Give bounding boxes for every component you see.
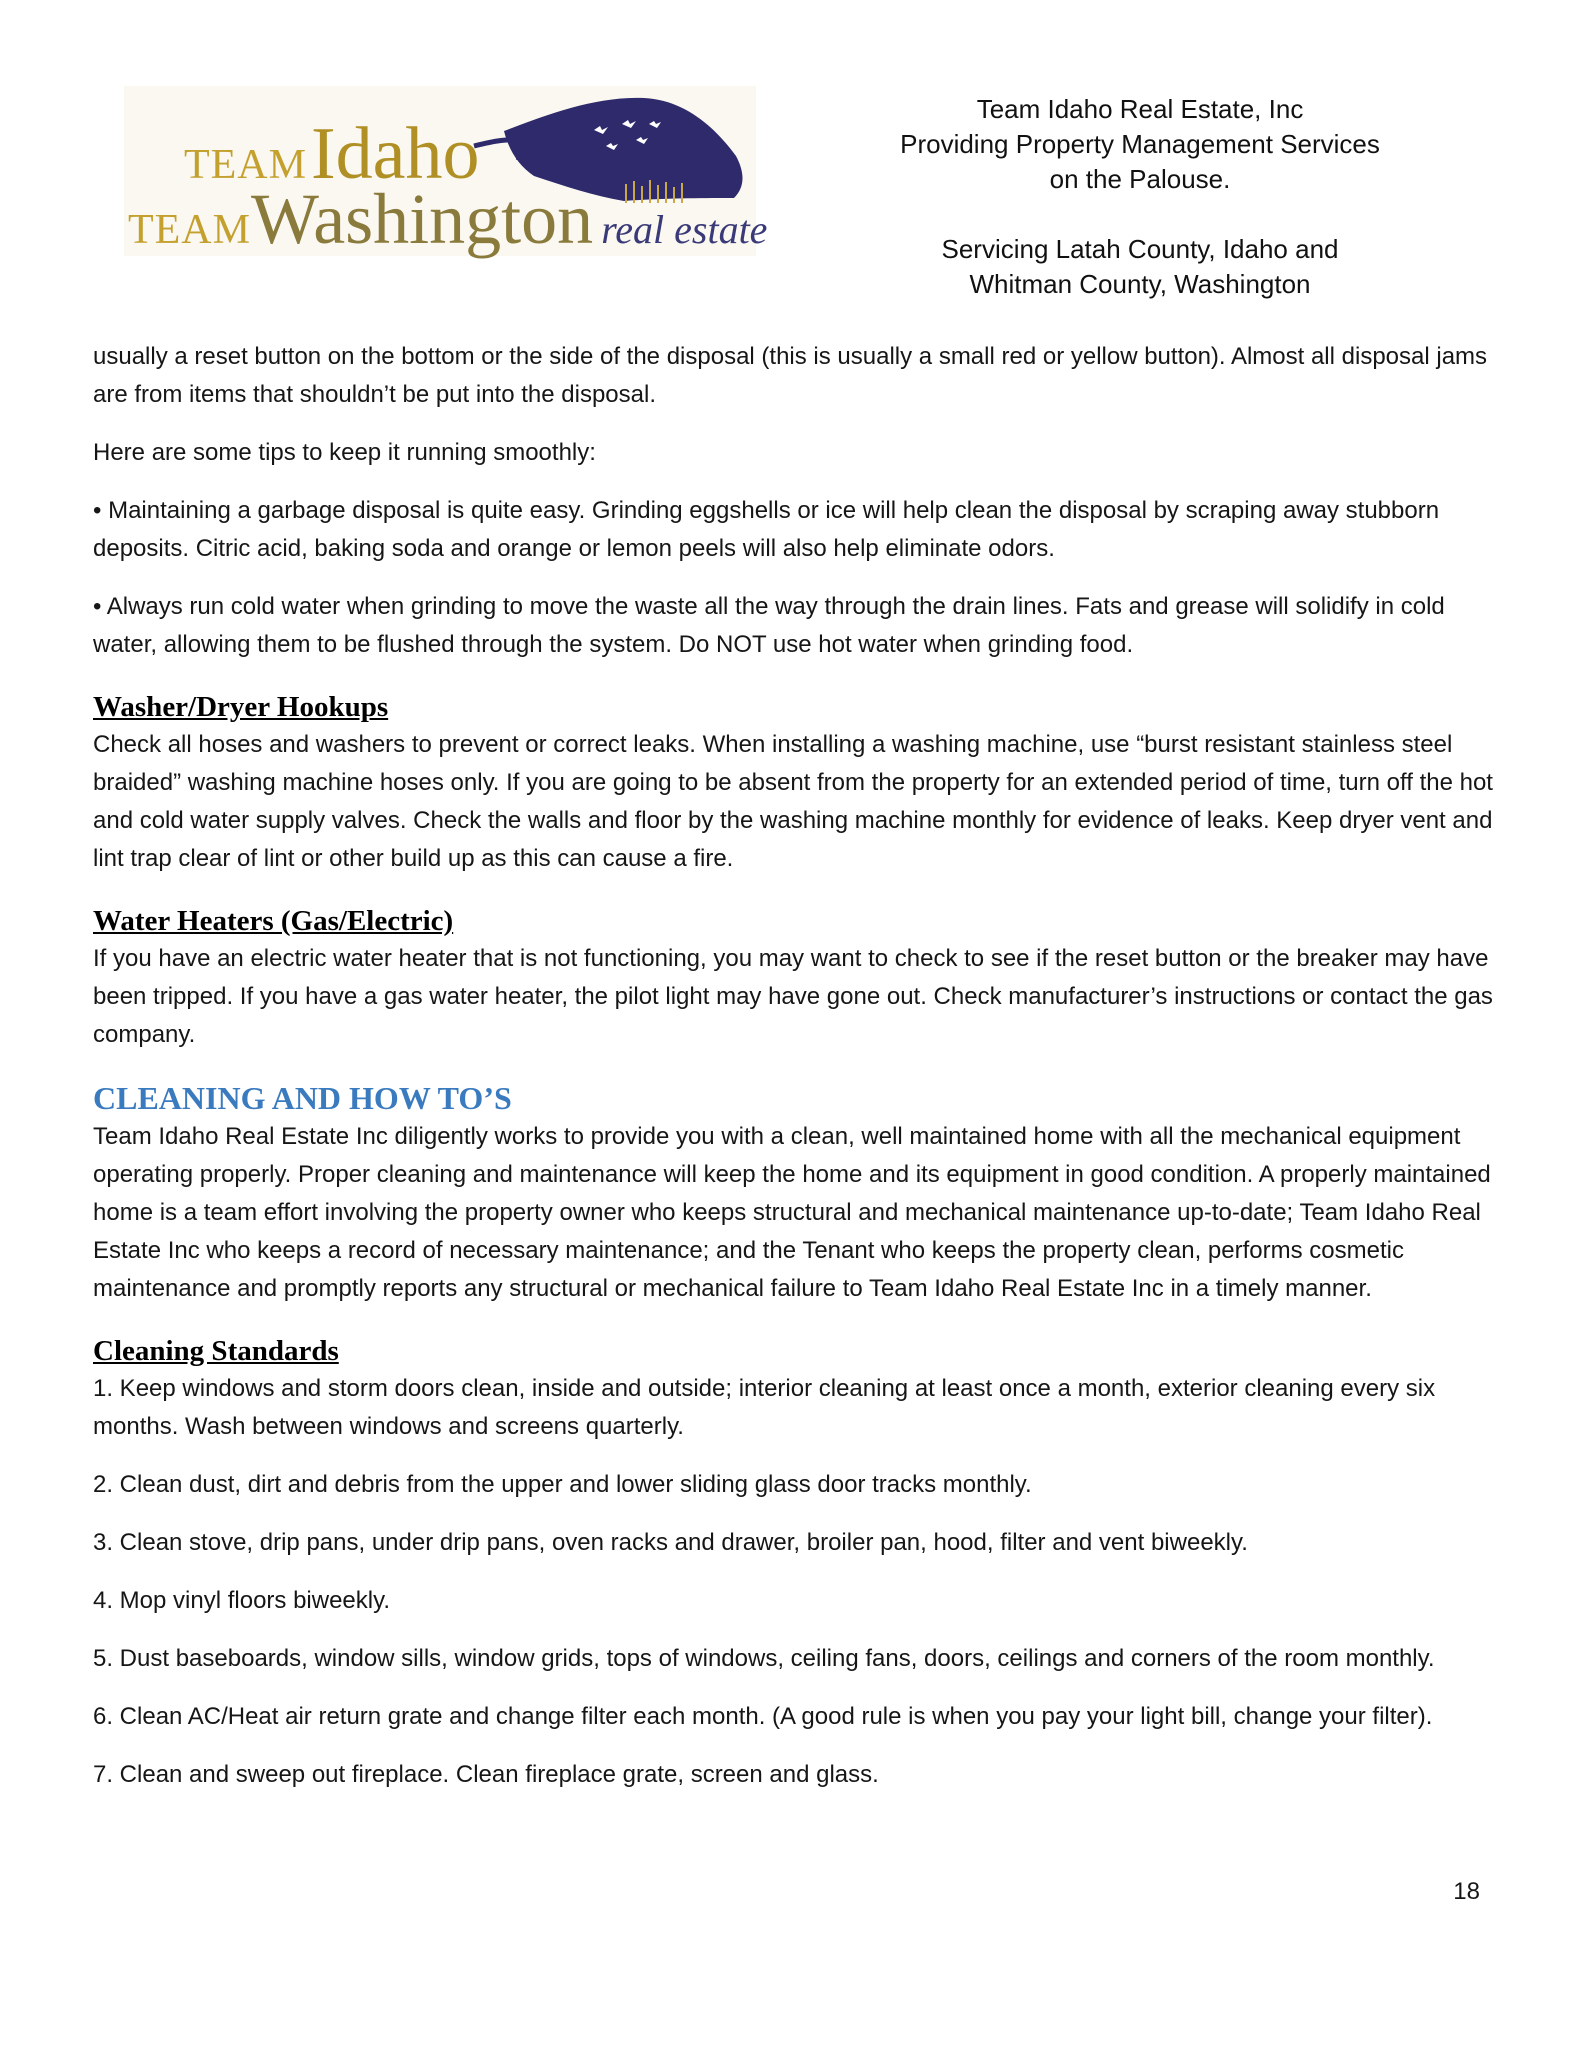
logo-team-word: TEAM xyxy=(128,207,251,253)
standard-item: 2. Clean dust, dirt and debris from the upper and lower sliding glass door tracks monthly. xyxy=(93,1471,1032,1498)
logo-team-word: TEAM xyxy=(184,142,307,188)
standard-item: 7. Clean and sweep out fireplace. Clean fireplace grate, screen and glass. xyxy=(93,1761,879,1788)
paragraph-washer-dryer: Check all hoses and washers to prevent or correct leaks. When installing a washing machine, use “burst resistant stainless steel braided” washing machine hoses only. If you are going to be absent from the property for an extended period of time, turn off the hot and cold water supply valves. Check the walls and floor by the washing machine monthly for evidence of leaks. Keep dryer vent and lint trap clear of lint or other build up as this can cause a fire. xyxy=(93,731,1493,872)
heading-cleaning-standards: Cleaning Standards xyxy=(93,1335,339,1367)
standard-item: 6. Clean AC/Heat air return grate and change filter each month. (A good rule is when you pay your light bill, change your filter). xyxy=(93,1703,1433,1730)
company-line: Servicing Latah County, Idaho and xyxy=(941,234,1339,264)
heading-cleaning-section: CLEANING AND HOW TO’S xyxy=(93,1080,512,1116)
heading-washer-dryer: Washer/Dryer Hookups xyxy=(93,691,389,723)
logo-line-team-washington xyxy=(128,178,767,261)
page-number: 18 xyxy=(1453,1878,1480,1905)
logo-idaho-word: Idaho xyxy=(311,113,480,195)
company-line: Providing Property Management Services xyxy=(900,129,1380,159)
logo-washington-word: Washington xyxy=(251,179,594,259)
standard-item: 3. Clean stove, drip pans, under drip pans, oven racks and drawer, broiler pan, hood, filter and vent biweekly. xyxy=(93,1529,1248,1556)
standard-item: 5. Dust baseboards, window sills, window grids, tops of windows, ceiling fans, doors, ceilings and corners of the room monthly. xyxy=(93,1645,1435,1672)
spacer xyxy=(880,197,1400,232)
standard-item: 4. Mop vinyl floors biweekly. xyxy=(93,1587,390,1614)
company-logo xyxy=(124,86,768,259)
paragraph-cleaning-intro: Team Idaho Real Estate Inc diligently works to provide you with a clean, well maintained home with all the mechanical equipment operating properly. Proper cleaning and maintenance will keep the home and its equipment in good condition. A properly maintained home is a team effort involving the property owner who keeps structural and mechanical maintenance up-to-date; Team Idaho Real Estate Inc who keeps a record of necessary maintenance; and the Tenant who keeps the property clean, performs cosmetic maintenance and promptly reports any structural or mechanical failure to Team Idaho Real Estate Inc in a timely manner. xyxy=(93,1123,1491,1302)
document-body xyxy=(93,338,1493,1814)
heading-water-heaters: Water Heaters (Gas/Electric) xyxy=(93,905,454,937)
standard-item: 1. Keep windows and storm doors clean, inside and outside; interior cleaning at least once a month, exterior cleaning every six months. Wash between windows and screens quarterly. xyxy=(93,1375,1436,1440)
paragraph-tips-intro: Here are some tips to keep it running smoothly: xyxy=(93,439,596,466)
company-line: Whitman County, Washington xyxy=(969,269,1311,299)
paragraph-disposal-reset: usually a reset button on the bottom or the side of the disposal (this is usually a small red or yellow button). Almost all disposal jams are from items that shouldn’t be put into the disposal. xyxy=(93,343,1488,408)
logo-real-estate-word: real estate xyxy=(601,207,768,252)
company-line: Team Idaho Real Estate, Inc xyxy=(976,94,1304,124)
paragraph-tip-maintaining: • Maintaining a garbage disposal is quite easy. Grinding eggshells or ice will help clean the disposal by scraping away stubborn deposits. Citric acid, baking soda and orange or lemon peels will also help eliminate odors. xyxy=(93,497,1440,562)
paragraph-water-heaters: If you have an electric water heater that is not functioning, you may want to check to see if the reset button or the breaker may have been tripped. If you have a gas water heater, the pilot light may have gone out. Check manufacturer’s instructions or contact the gas company. xyxy=(93,945,1493,1048)
company-info xyxy=(880,92,1400,302)
paragraph-tip-cold-water: • Always run cold water when grinding to move the waste all the way through the drain lines. Fats and grease will solidify in cold water, allowing them to be flushed through the system. Do NOT use hot water when grinding food. xyxy=(93,593,1445,658)
company-line: on the Palouse. xyxy=(1049,164,1231,194)
